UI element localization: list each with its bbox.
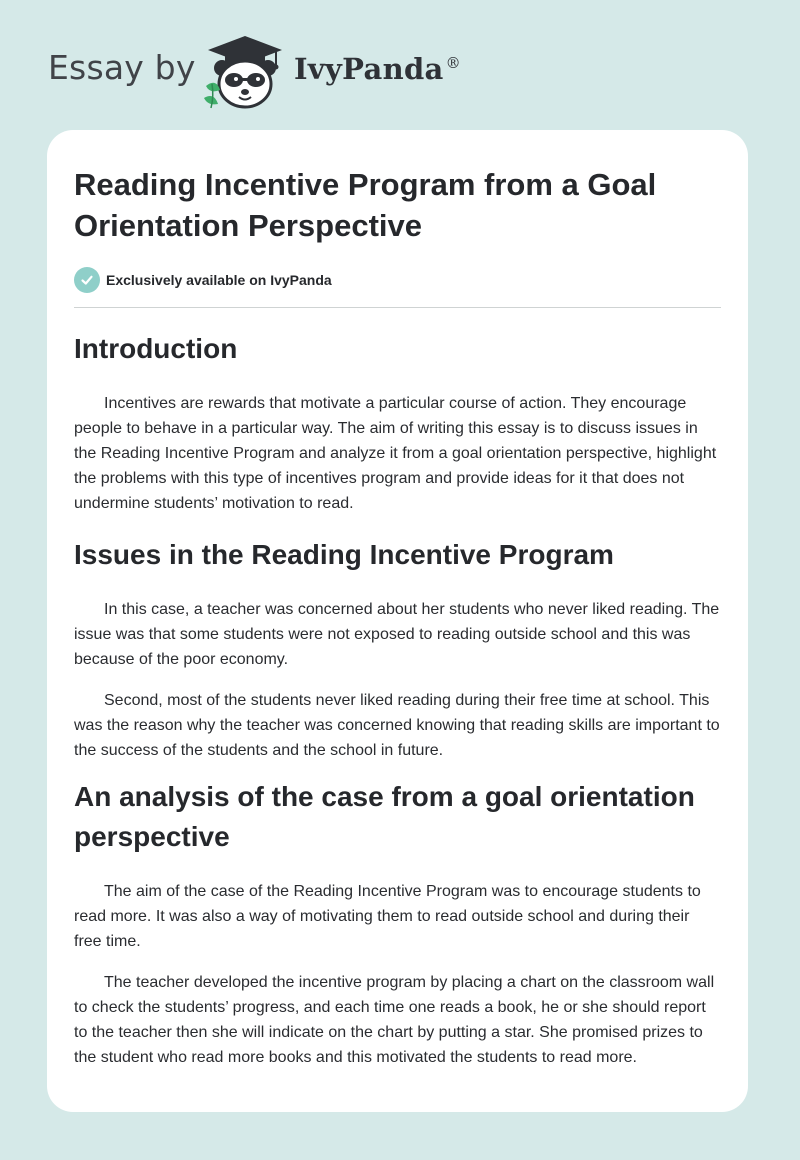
paragraph: In this case, a teacher was concerned about her students who never liked reading. The issue was that some students were not exposed to reading outside school and this was because of the poor economy.	[74, 601, 720, 668]
exclusive-badge	[74, 266, 721, 294]
paragraph: Second, most of the students never liked reading during their free time at school. This was the reason why the teacher was concerned knowing that reading skills are important to the success of the students and the school in future.	[74, 692, 720, 759]
section-heading: An analysis of the case from a goal orientation perspective	[74, 781, 695, 852]
section-issues	[74, 535, 721, 763]
exclusive-badge-label: Exclusively available on IvyPanda	[106, 272, 332, 288]
page-title: Reading Incentive Program from a Goal Orientation Perspective	[74, 167, 657, 243]
check-circle-icon	[74, 267, 100, 293]
registered-mark: ®	[445, 54, 461, 73]
section-heading: Issues in the Reading Incentive Program	[74, 539, 614, 570]
section-heading: Introduction	[74, 333, 238, 364]
section-analysis	[74, 777, 721, 1070]
essay-card	[47, 130, 748, 1112]
paragraph: Incentives are rewards that motivate a particular course of action. They encourage people to behave in a particular way. The aim of writing this essay is to discuss issues in the Reading Incentive Program and analyze it from a goal orientation perspective, highlight the problems with this type of incentives program and provide ideas for it that does not undermine students’ motivation to read.	[74, 395, 717, 512]
paragraph: The aim of the case of the Reading Incentive Program was to encourage students to read more. It was also a way of motivating them to read outside school and during their free time.	[74, 883, 701, 950]
essay-by-label: Essay by	[48, 48, 196, 87]
brand-logo-text[interactable]	[294, 52, 461, 86]
site-header	[48, 34, 508, 110]
title-divider	[74, 307, 721, 308]
panda-graduate-icon[interactable]	[198, 34, 288, 110]
paragraph: The teacher developed the incentive program by placing a chart on the classroom wall to check the students’ progress, and each time one reads a book, he or she should report to the teacher then she will indicate on the chart by putting a star. She promised prizes to the student who read more books and this motivated the students to read more.	[74, 974, 715, 1066]
brand-name: IvyPanda	[294, 52, 444, 86]
section-introduction	[74, 329, 721, 516]
